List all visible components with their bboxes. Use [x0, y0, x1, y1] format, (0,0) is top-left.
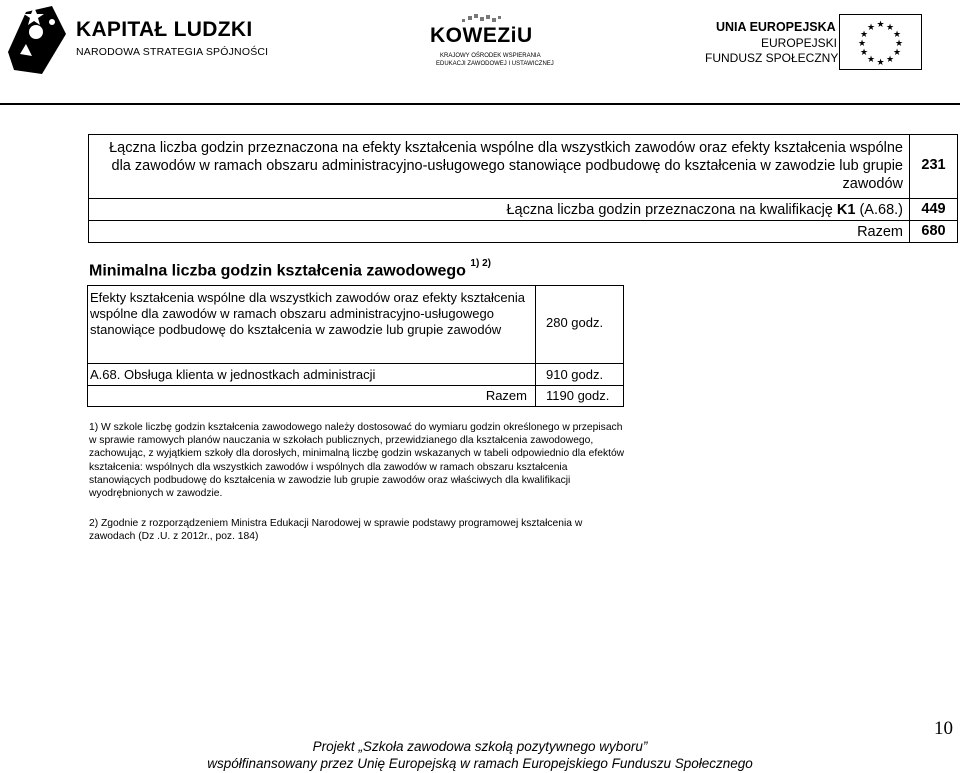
header-divider: [0, 103, 960, 105]
svg-text:★: ★: [857, 39, 867, 49]
min-row2-value: 910 godz.: [546, 367, 604, 382]
page-number: 10: [934, 718, 953, 739]
ue-line3: FUNDUSZ SPOŁECZNY: [705, 51, 839, 65]
kapital-ludzki-logo-icon: [6, 4, 68, 76]
summary-row3-label-cell: [89, 221, 910, 242]
svg-text:★: ★: [859, 48, 869, 58]
svg-text:★: ★: [866, 23, 876, 33]
svg-text:★: ★: [892, 48, 902, 58]
min-row1-value-cell: [536, 286, 623, 364]
svg-text:★: ★: [894, 39, 904, 49]
summary-row1-label: Łączna liczba godzin przeznaczona na efekty kształcenia wspólne dla wszystkich zawodów oraz efekty kształcenia wspólne dla zawodów w ramach obszaru administracyjno-usługowego stanowiące podbudowę do kształcenia w zawodzie lub grupie zawodów: [109, 140, 903, 192]
kowezu-line2: EDUKACJI ZAWODOWEJ I USTAWICZNEJ: [436, 61, 554, 67]
project-line1: Projekt „Szkoła zawodowa szkołą pozytywnego wyboru”: [312, 739, 648, 754]
summary-row1-value-cell: [910, 135, 957, 199]
svg-text:★: ★: [885, 23, 895, 33]
svg-text:★: ★: [892, 30, 902, 40]
summary-row2-label-cell: [89, 199, 910, 221]
kapital-ludzki-title: KAPITAŁ LUDZKI: [76, 18, 253, 41]
svg-text:★: ★: [859, 30, 869, 40]
summary-row2-prefix: Łączna liczba godzin przeznaczona na kwalifikację: [506, 202, 837, 218]
svg-text:★: ★: [885, 55, 895, 65]
kapital-ludzki-subtitle: NARODOWA STRATEGIA SPÓJNOŚCI: [76, 46, 269, 58]
svg-text:★: ★: [876, 20, 885, 30]
summary-row1-value: 231: [921, 157, 946, 173]
heading-text: Minimalna liczba godzin kształcenia zawodowego: [89, 262, 466, 280]
summary-row2-label: [506, 201, 903, 219]
min-row3-value: 1190 godz.: [546, 388, 610, 403]
min-row2-label: A.68. Obsługa klienta w jednostkach administracji: [90, 367, 376, 382]
project-line2: współfinansowany przez Unię Europejską w ramach Europejskiego Funduszu Społecznego: [207, 756, 753, 771]
summary-row1-label-cell: [89, 135, 910, 199]
summary-row2-bold: K1: [836, 202, 856, 218]
summary-row3-value-cell: [910, 221, 957, 242]
min-row3-label: Razem: [485, 388, 527, 403]
heading-sup: 1) 2): [470, 258, 491, 269]
min-row1-label: Efekty kształcenia wspólne dla wszystkich zawodów oraz efekty kształcenia wspólne dla zawodów w ramach obszaru administracyjno-usługowego stanowiące podbudowę do kształcenia w zawodzie lub grupie zawodów: [90, 290, 525, 337]
summary-row2-value-cell: [910, 199, 957, 221]
min-row3-value-cell: [536, 386, 623, 406]
ue-line2: EUROPEJSKI: [761, 36, 838, 50]
kowezu-line1: KRAJOWY OŚRODEK WSPIERANIA: [440, 53, 541, 59]
footnote-1: 1) W szkole liczbę godzin kształcenia zawodowego należy dostosować do wymiaru godzin określonego w przepisach w sprawie ramowych planów nauczania w szkołach publicznych, przewidzianego dla kształcenia zawodowego, zachowując, z wyjątkiem szkoły dla dorosłych, minimalną liczbę godzin wskazanych w tabeli odpowiednio dla efektów kształcenia: wspólnych dla wszystkich zawodów i wspólnych dla zawodów w ramach obszaru kształcenia stanowiących podbudowę do kształcenia w zawodzie lub grupie zawodów oraz właściwych dla kwalifikacji wyodrębnionych w zawodzie.: [89, 422, 625, 500]
min-row2-value-cell: [536, 364, 623, 386]
svg-text:★: ★: [876, 58, 885, 68]
min-row3-label-cell: [88, 386, 536, 406]
summary-row2-suffix: (A.68.): [855, 202, 903, 218]
minimum-hours-heading: [89, 258, 491, 280]
min-row2-label-cell: [88, 364, 536, 386]
summary-row3-value: 680: [921, 223, 946, 239]
kowezu-title: KOWEZiU: [430, 24, 533, 47]
eu-flag-icon: [839, 14, 922, 70]
summary-table: [88, 134, 958, 243]
svg-text:★: ★: [866, 55, 876, 65]
minimum-hours-table: [87, 285, 624, 407]
footnote-2: 2) Zgodnie z rozporządzeniem Ministra Edukacji Narodowej w sprawie podstawy programowej kształcenia w zawodach (Dz .U. z 2012r., poz. 184): [89, 518, 583, 543]
summary-row2-value: 449: [921, 201, 946, 217]
min-row1-value: 280 godz.: [546, 315, 604, 330]
min-row1-label-cell: [88, 286, 536, 364]
summary-row3-label: Razem: [857, 224, 903, 240]
ue-title: UNIA EUROPEJSKA: [716, 20, 836, 34]
